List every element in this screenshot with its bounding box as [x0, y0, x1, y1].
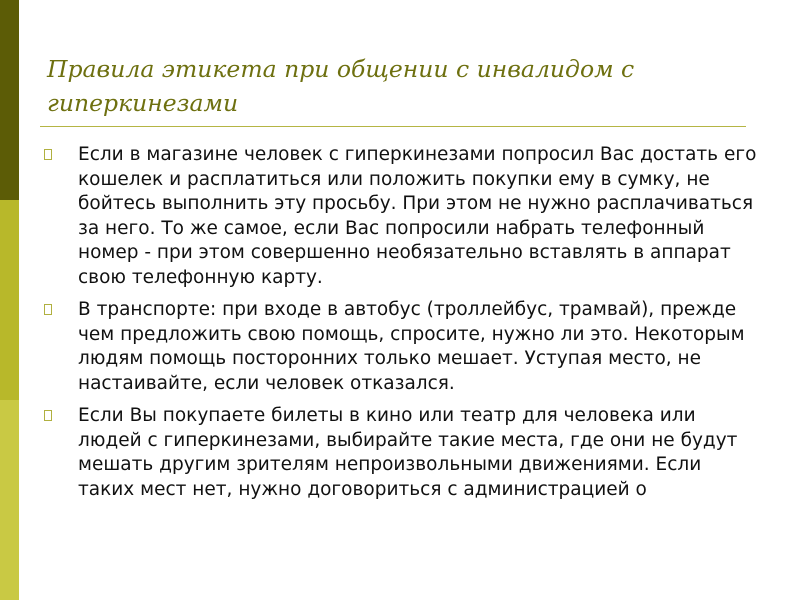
bullet-list: [42, 143, 757, 510]
bullet-text: Если в магазине человек с гиперкинезами попросил Вас достать его кошелек и расплатиться или положить покупки ему в сумку, не бойтесь выполнить эту просьбу. При этом не нужно расплачиваться за него. То же самое, если Вас попросили набрать телефонный номер - при этом совершенно необязательно вставлять в аппарат свою телефонную карту.: [78, 144, 757, 288]
title-divider: [40, 126, 746, 127]
slide-title: Правила этикета при общении с инвалидом с гиперкинезами: [47, 55, 635, 117]
bullet-icon: [44, 149, 52, 160]
sidebar-band-dark: [0, 0, 19, 200]
bullet-icon: [44, 304, 52, 315]
bullet-text: В транспорте: при входе в автобус (троллейбус, трамвай), прежде чем предложить свою помощь, спросите, нужно ли это. Некоторым людям помощь посторонних только мешает. Уступая место, не настаивайте, если человек отказался.: [78, 299, 745, 394]
bullet-item-shop: [42, 143, 757, 290]
sidebar-band-mid: [0, 200, 19, 400]
bullet-icon: [44, 410, 52, 421]
bullet-text: Если Вы покупаете билеты в кино или театр для человека или людей с гиперкинезами, выбирайте такие места, где они не будут мешать другим зрителям непроизвольными движениями. Если таких мест нет, нужно договориться с администрацией о: [78, 405, 738, 500]
bullet-item-tickets: [42, 404, 757, 502]
bullet-item-transport: [42, 298, 757, 396]
sidebar-band-light: [0, 400, 19, 600]
